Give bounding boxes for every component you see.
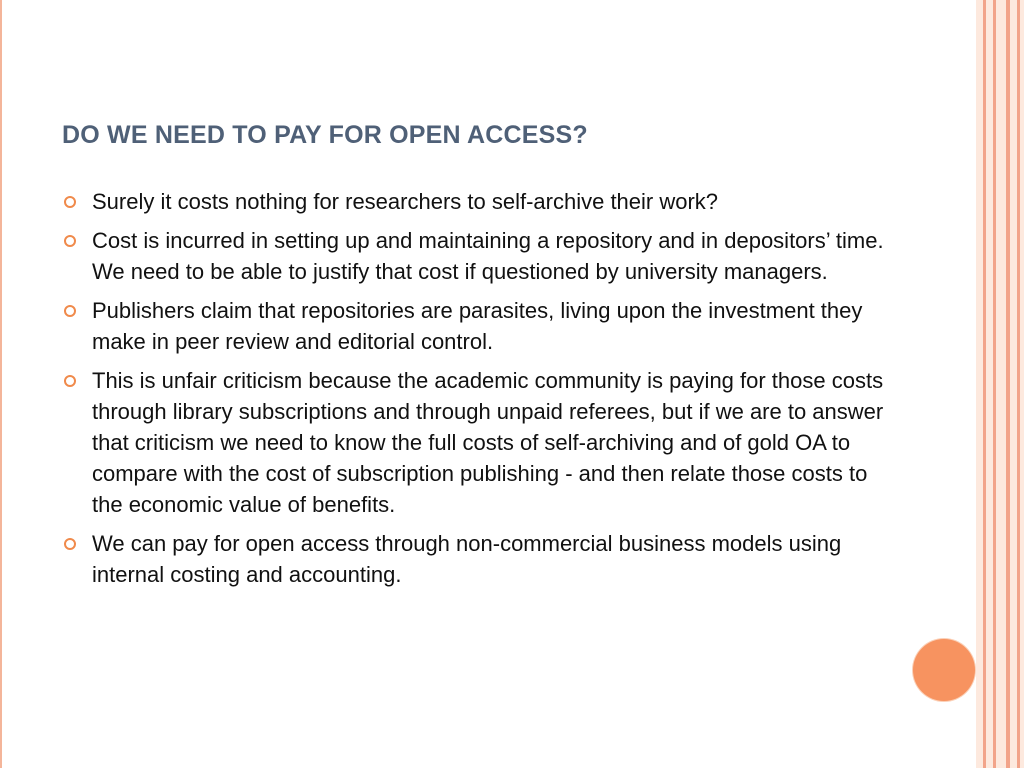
right-stripe-line — [993, 0, 996, 768]
circle-bullet-icon — [64, 235, 76, 247]
circle-bullet-icon — [64, 196, 76, 208]
right-stripe-line — [1006, 0, 1010, 768]
bullet-item — [62, 225, 892, 287]
bullet-text: Cost is incurred in setting up and maintaining a repository and in depositors’ time. We need to be able to justify that cost if questioned by university managers. — [92, 228, 884, 284]
bullet-item — [62, 295, 892, 357]
bullet-text: Publishers claim that repositories are parasites, living upon the investment they make in peer review and editorial control. — [92, 298, 863, 354]
decorative-circle — [913, 639, 975, 701]
bullet-list — [62, 186, 892, 598]
circle-bullet-icon — [64, 538, 76, 550]
bullet-text: We can pay for open access through non-commercial business models using internal costing and accounting. — [92, 531, 842, 587]
left-border-stripe — [0, 0, 2, 768]
bullet-item — [62, 528, 892, 590]
slide-title: DO WE NEED TO PAY FOR OPEN ACCESS? — [62, 121, 588, 149]
right-stripe-line — [983, 0, 986, 768]
bullet-text: Surely it costs nothing for researchers to self-archive their work? — [92, 189, 719, 214]
circle-bullet-icon — [64, 305, 76, 317]
bullet-item — [62, 365, 892, 520]
bullet-item — [62, 186, 892, 217]
bullet-text: This is unfair criticism because the academic community is paying for those costs through library subscriptions and through unpaid referees, but if we are to answer that criticism we need to know the full costs of self-archiving and of gold OA to compare with the cost of subscription publishing - and then relate those costs to the economic value of benefits. — [92, 368, 884, 517]
right-stripe-line — [1017, 0, 1020, 768]
circle-bullet-icon — [64, 375, 76, 387]
